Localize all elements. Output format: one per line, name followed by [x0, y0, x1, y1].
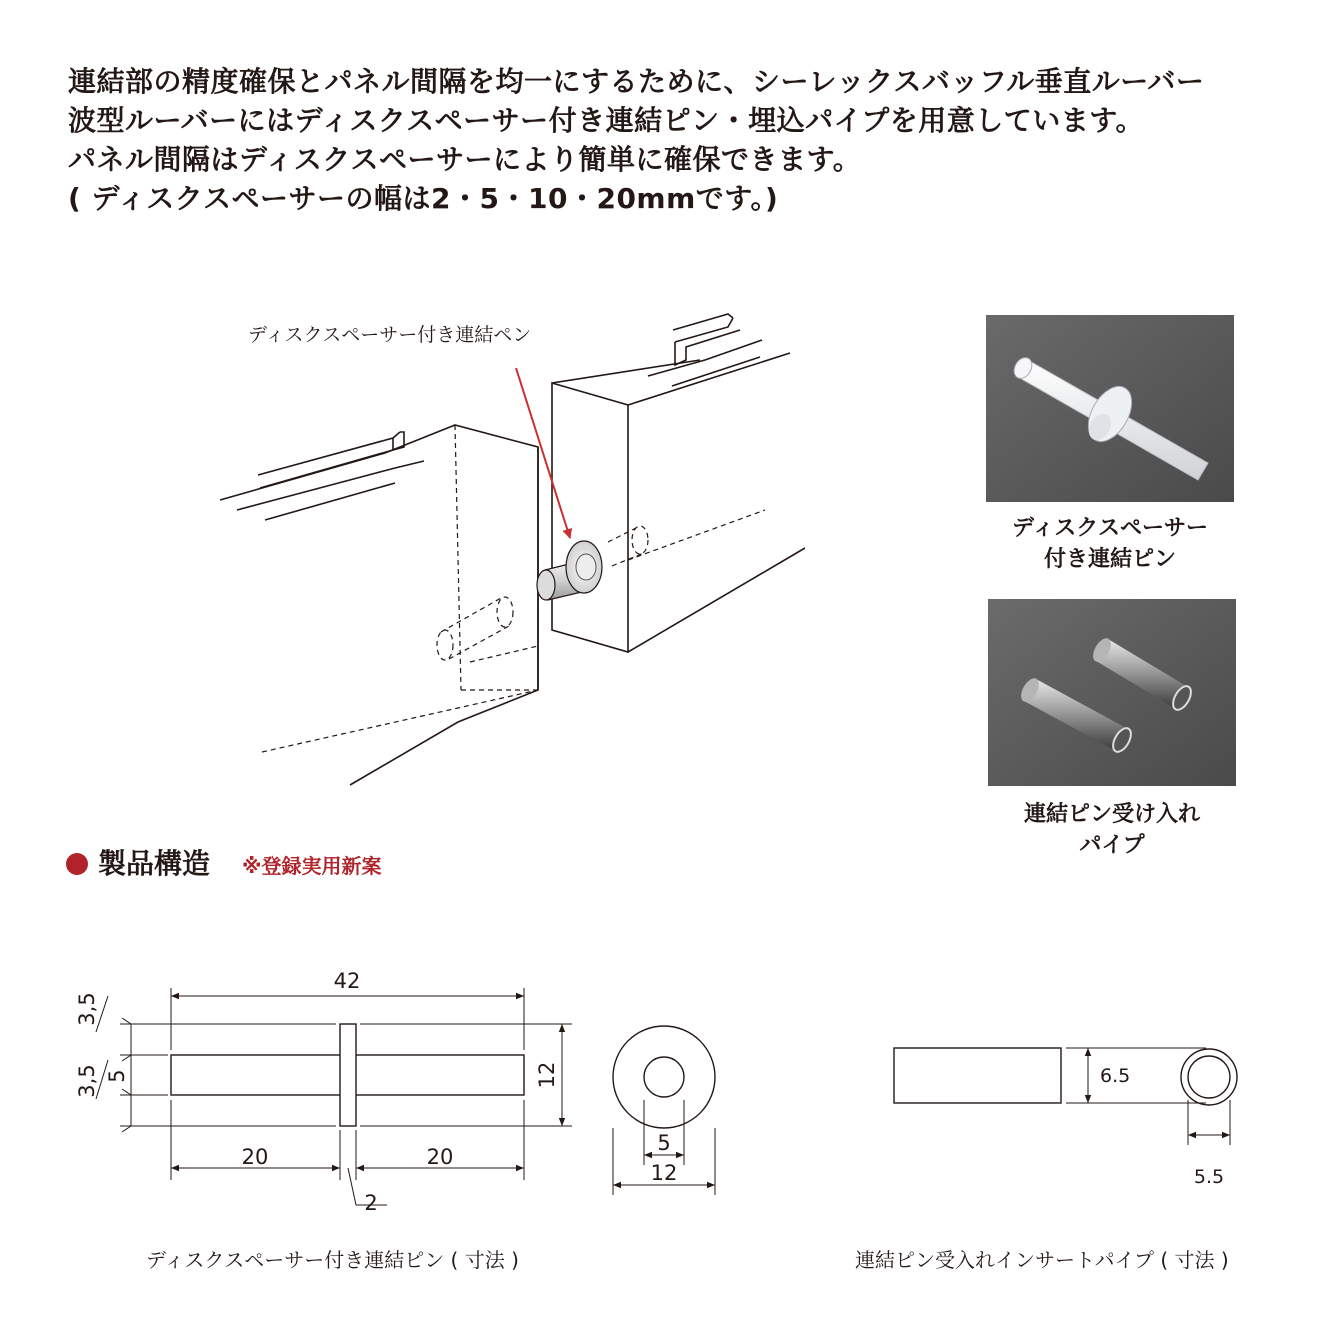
caption-line: ディスクスペーサー [1011, 516, 1209, 541]
section-title: 製品構造 [98, 847, 211, 880]
dim-shaft-label: 5 [105, 1069, 129, 1083]
isometric-illustration [220, 314, 805, 785]
intro-line: 連結部の精度確保とパネル間隔を均一にするために、シーレックスバッフル垂直ルーバー [68, 65, 1205, 98]
pipe-height-label: 6.5 [1100, 1065, 1131, 1087]
caption-line: パイプ [1079, 833, 1145, 858]
pipe-dimension-drawing [894, 1048, 1237, 1145]
end-outer-label: 12 [650, 1161, 678, 1185]
pipe-width-label: 5.5 [1193, 1166, 1225, 1188]
callout-arrow [516, 368, 570, 538]
end-inner-label: 5 [657, 1131, 671, 1155]
callout-label: ディスクスペーサー付き連結ペン [248, 324, 532, 346]
pipe-dimension-labels [1100, 1065, 1224, 1188]
pin-drawing-caption: ディスクスペーサー付き連結ピン ( 寸法 ) [146, 1248, 519, 1272]
dim-bottom-step-label: 3,5 [75, 1064, 99, 1098]
section-heading [66, 842, 381, 882]
pipe-photo [988, 599, 1236, 786]
dim-height-label: 12 [535, 1061, 559, 1089]
dim-total-label: 42 [333, 969, 361, 993]
pipe-drawing-caption: 連結ピン受入れインサートパイプ ( 寸法 ) [855, 1248, 1229, 1272]
pipe-photo-caption [988, 799, 1236, 861]
intro-line: 波型ルーバーにはディスクスペーサー付き連結ピン・埋込パイプを用意しています。 [68, 104, 1145, 137]
intro-line: パネル間隔はディスクスペーサーにより簡単に確保できます。 [68, 143, 862, 176]
pin-dimension-labels [75, 969, 677, 1215]
pin-photo [986, 315, 1234, 502]
pin-illustration [537, 541, 602, 600]
pin-dimension-drawing [96, 988, 715, 1205]
dim-left-label: 20 [241, 1145, 269, 1169]
dim-disc-label: 2 [364, 1191, 378, 1215]
intro-line: ( ディスクスペーサーの幅は2・5・10・20mmです。) [68, 182, 779, 215]
pin-photo-caption [986, 513, 1234, 575]
registered-utility-model-note: ※登録実用新案 [242, 854, 382, 878]
dim-right-label: 20 [426, 1145, 454, 1169]
caption-line: 連結ピン受け入れ [1023, 802, 1200, 827]
dim-top-step-label: 3,5 [75, 992, 99, 1026]
bullet-icon [66, 853, 88, 875]
caption-line: 付き連結ピン [1043, 547, 1176, 572]
